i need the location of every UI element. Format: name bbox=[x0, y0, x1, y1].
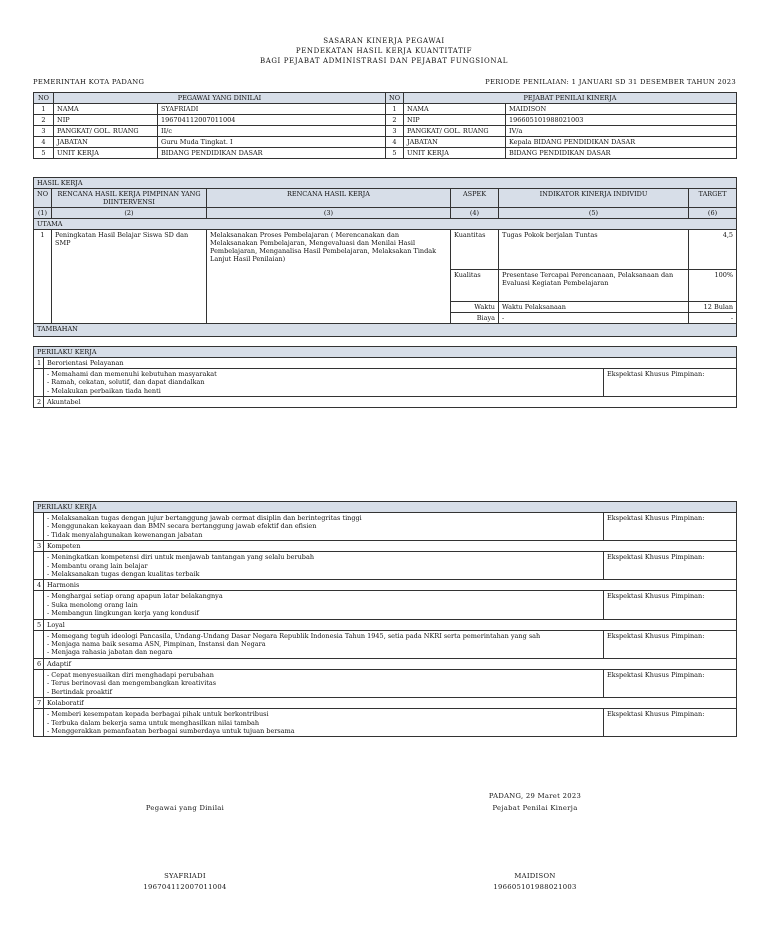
indikator-waktu: Waktu Pelaksanaan bbox=[499, 302, 689, 313]
penilai-unit: BIDANG PENDIDIKAN DASAR bbox=[506, 148, 737, 159]
bullet: - Menjaga nama baik sesama ASN, Pimpinan, Instansi dan Negara bbox=[47, 640, 266, 649]
perilaku-no: 2 bbox=[34, 397, 44, 408]
instansi-label: PEMERINTAH KOTA PADANG bbox=[33, 78, 145, 86]
perilaku-title: Berorientasi Pelayanan bbox=[44, 358, 737, 369]
ekspektasi-label: Ekspektasi Khusus Pimpinan: bbox=[604, 552, 737, 580]
hasil-col-no: NO bbox=[34, 189, 52, 208]
bullet: - Memberi kesempatan kepada berbagai pihak untuk berkontribusi bbox=[47, 710, 269, 719]
col-num: (1) bbox=[34, 208, 52, 219]
perilaku-title: Loyal bbox=[44, 619, 737, 630]
col-num: (2) bbox=[52, 208, 207, 219]
ekspektasi-label: Ekspektasi Khusus Pimpinan: bbox=[604, 513, 737, 541]
row-no: 3 bbox=[34, 126, 54, 137]
bullet: - Membantu orang lain belajar bbox=[47, 561, 148, 570]
utama-section: UTAMA bbox=[34, 219, 737, 230]
col-no-right: NO bbox=[386, 93, 404, 104]
bullet: - Membangun lingkungan kerja yang kondusif bbox=[47, 609, 199, 618]
row-label: UNIT KERJA bbox=[54, 148, 158, 159]
perilaku-no: 7 bbox=[34, 698, 44, 709]
row-no-right: 3 bbox=[386, 126, 404, 137]
aspek-kualitas: Kualitas bbox=[451, 270, 499, 302]
row-label-right: NAMA bbox=[404, 104, 506, 115]
identity-row bbox=[34, 137, 737, 148]
perilaku-table-1 bbox=[33, 346, 737, 408]
left-title: PEGAWAI YANG DINILAI bbox=[54, 93, 386, 104]
row-no-right: 5 bbox=[386, 148, 404, 159]
perilaku-no: 3 bbox=[34, 541, 44, 552]
periode-label: PERIODE PENILAIAN: 1 JANUARI SD 31 DESEMBER TAHUN 2023 bbox=[485, 78, 736, 86]
ekspektasi-label: Ekspektasi Khusus Pimpinan: bbox=[604, 591, 737, 619]
row-label-right: PANGKAT/ GOL. RUANG bbox=[404, 126, 506, 137]
penilai-nama: MAIDISON bbox=[506, 104, 737, 115]
ekspektasi-label: Ekspektasi Khusus Pimpinan: bbox=[604, 709, 737, 737]
perilaku-title: Kompeten bbox=[44, 541, 737, 552]
right-title: PEJABAT PENILAI KINERJA bbox=[404, 93, 737, 104]
hasil-kerja-table bbox=[33, 177, 737, 337]
col-num: (6) bbox=[689, 208, 737, 219]
signature-place-date: PADANG, 29 Maret 2023 bbox=[488, 792, 582, 800]
item-pimpinan: Peningkatan Hasil Belajar Siswa SD dan SMP bbox=[52, 230, 207, 324]
perilaku-bullets bbox=[44, 709, 604, 737]
bullet: - Bertindak proaktif bbox=[47, 687, 113, 696]
hasil-col-target: TARGET bbox=[689, 189, 737, 208]
perilaku-title: Akuntabel bbox=[44, 397, 737, 408]
bullet: - Memahami dan memenuhi kebutuhan masyarakat bbox=[47, 370, 217, 378]
pegawai-nama: SYAFRIADI bbox=[158, 104, 386, 115]
col-num: (4) bbox=[451, 208, 499, 219]
perilaku-bullets bbox=[44, 630, 604, 658]
indikator-kualitas: Presentase Tercapai Perencanaan, Pelaksanaan dan Evaluasi Kegiatan Pembelajaran bbox=[499, 270, 689, 302]
aspek-kuantitas: Kuantitas bbox=[451, 230, 499, 270]
signature-right-name: MAIDISON bbox=[514, 872, 556, 880]
pegawai-pangkat: II/c bbox=[158, 126, 386, 137]
perilaku-no: 4 bbox=[34, 580, 44, 591]
doc-title: SASARAN KINERJA PEGAWAI bbox=[323, 37, 445, 45]
bullet: - Ramah, cekatan, solutif, dan dapat diandalkan bbox=[47, 378, 205, 387]
perilaku-table-2 bbox=[33, 501, 737, 737]
perilaku-bullets bbox=[44, 552, 604, 580]
row-label-right: JABATAN bbox=[404, 137, 506, 148]
bullet: - Tidak menyalahgunakan kewenangan jabatan bbox=[47, 530, 203, 539]
signature-left-role: Pegawai yang Dinilai bbox=[145, 804, 225, 812]
doc-subtitle: PENDEKATAN HASIL KERJA KUANTITATIF bbox=[295, 47, 473, 55]
perilaku-bullets bbox=[44, 513, 604, 541]
row-label: NIP bbox=[54, 115, 158, 126]
pegawai-unit: BIDANG PENDIDIKAN DASAR bbox=[158, 148, 386, 159]
hasil-col-pimpinan: RENCANA HASIL KERJA PIMPINAN YANG DIINTERVENSI bbox=[52, 189, 207, 208]
row-label-right: UNIT KERJA bbox=[404, 148, 506, 159]
row-label: JABATAN bbox=[54, 137, 158, 148]
bullet: - Menjaga rahasia jabatan dan negara bbox=[47, 648, 173, 657]
identity-row bbox=[34, 126, 737, 137]
doc-subtitle-2: BAGI PEJABAT ADMINISTRASI DAN PEJABAT FUNGSIONAL bbox=[259, 57, 509, 65]
aspek-waktu: Waktu bbox=[451, 302, 499, 313]
identity-row bbox=[34, 115, 737, 126]
target-waktu: 12 Bulan bbox=[689, 302, 737, 313]
target-kualitas: 100% bbox=[689, 270, 737, 302]
row-label: PANGKAT/ GOL. RUANG bbox=[54, 126, 158, 137]
col-num: (3) bbox=[207, 208, 451, 219]
bullet: - Menggerakkan pemanfaatan berbagai sumberdaya untuk tujuan bersama bbox=[47, 726, 295, 735]
identity-table bbox=[33, 92, 737, 159]
ekspektasi-label: Ekspektasi Khusus Pimpinan: bbox=[604, 369, 737, 397]
bullet: - Menghargai setiap orang apapun latar belakangnya bbox=[47, 592, 223, 601]
perilaku-no: 1 bbox=[34, 358, 44, 369]
aspek-biaya: Biaya bbox=[451, 313, 499, 324]
perilaku-bullets bbox=[44, 591, 604, 619]
tambahan-section: TAMBAHAN bbox=[34, 324, 737, 337]
row-no: 5 bbox=[34, 148, 54, 159]
pegawai-jabatan: Guru Muda Tingkat. I bbox=[158, 137, 386, 148]
row-no-right: 1 bbox=[386, 104, 404, 115]
ekspektasi-label: Ekspektasi Khusus Pimpinan: bbox=[604, 630, 737, 658]
bullet: - Terbuka dalam bekerja sama untuk menghasilkan nilai tambah bbox=[47, 718, 260, 727]
row-no-right: 4 bbox=[386, 137, 404, 148]
penilai-jabatan: Kepala BIDANG PENDIDIKAN DASAR bbox=[506, 137, 737, 148]
row-no-right: 2 bbox=[386, 115, 404, 126]
bullet: - Cepat menyesuaikan diri menghadapi perubahan bbox=[47, 670, 214, 679]
signature-left-nip: 196704112007011004 bbox=[143, 883, 227, 891]
penilai-pangkat: IV/a bbox=[506, 126, 737, 137]
col-num: (5) bbox=[499, 208, 689, 219]
signature-right-nip: 196605101988021003 bbox=[493, 883, 577, 891]
row-label-right: NIP bbox=[404, 115, 506, 126]
indikator-kuantitas: Tugas Pokok berjalan Tuntas bbox=[499, 230, 689, 270]
perilaku-section: PERILAKU KERJA bbox=[34, 502, 737, 513]
row-no: 1 bbox=[34, 104, 54, 115]
bullet: - Meningkatkan kompetensi diri untuk menjawab tantangan yang selalu berubah bbox=[47, 553, 315, 562]
target-biaya: - bbox=[689, 313, 737, 324]
perilaku-bullets bbox=[44, 669, 604, 697]
ekspektasi-label: Ekspektasi Khusus Pimpinan: bbox=[604, 669, 737, 697]
row-label: NAMA bbox=[54, 104, 158, 115]
perilaku-title: Harmonis bbox=[44, 580, 737, 591]
row-no: 4 bbox=[34, 137, 54, 148]
row-no: 2 bbox=[34, 115, 54, 126]
item-rencana: Melaksanakan Proses Pembelajaran ( Merencanakan dan Melaksanakan Pembelajaran, Mengevaluasi dan Menilai Hasil Pembelajaran, Menganalisa Hasil Pembelajaran, Melaksakan Tindak Lanjut Hasil Penilaian) bbox=[207, 230, 451, 324]
col-no: NO bbox=[34, 93, 54, 104]
identity-row bbox=[34, 148, 737, 159]
bullet: - Suka menolong orang lain bbox=[47, 600, 138, 609]
pegawai-nip: 196704112007011004 bbox=[158, 115, 386, 126]
indikator-biaya: - bbox=[499, 313, 689, 324]
penilai-nip: 196605101988021003 bbox=[506, 115, 737, 126]
perilaku-section: PERILAKU KERJA bbox=[34, 347, 737, 358]
bullet: - Menggunakan kekayaan dan BMN secara bertanggung jawab efektif dan efisien bbox=[47, 522, 317, 531]
signature-right-role: Pejabat Penilai Kinerja bbox=[492, 804, 578, 812]
perilaku-no: 6 bbox=[34, 658, 44, 669]
bullet: - Melakukan perbaikan tiada henti bbox=[47, 386, 161, 395]
perilaku-title: Adaptif bbox=[44, 658, 737, 669]
perilaku-bullets bbox=[44, 369, 604, 397]
hasil-col-rencana: RENCANA HASIL KERJA bbox=[207, 189, 451, 208]
perilaku-title: Kolaboratif bbox=[44, 698, 737, 709]
item-no: 1 bbox=[34, 230, 52, 324]
identity-row bbox=[34, 104, 737, 115]
perilaku-no: 5 bbox=[34, 619, 44, 630]
bullet: - Melaksanakan tugas dengan jujur bertanggung jawab cermat disiplin dan berintegritas tinggi bbox=[47, 514, 362, 522]
bullet: - Memegang teguh ideologi Pancasila, Undang-Undang Dasar Negara Republik Indonesia Tahun 1945, setia pada NKRI serta pemerintahan yang sah bbox=[47, 631, 541, 640]
hasil-col-indikator: INDIKATOR KINERJA INDIVIDU bbox=[499, 189, 689, 208]
hasil-col-aspek: ASPEK bbox=[451, 189, 499, 208]
bullet: - Terus berinovasi dan mengembangkan kreativitas bbox=[47, 679, 217, 688]
target-kuantitas: 4,5 bbox=[689, 230, 737, 270]
hasil-section: HASIL KERJA bbox=[34, 178, 737, 189]
bullet: - Melaksanakan tugas dengan kualitas terbaik bbox=[47, 570, 200, 579]
signature-left-name: SYAFRIADI bbox=[164, 872, 206, 880]
